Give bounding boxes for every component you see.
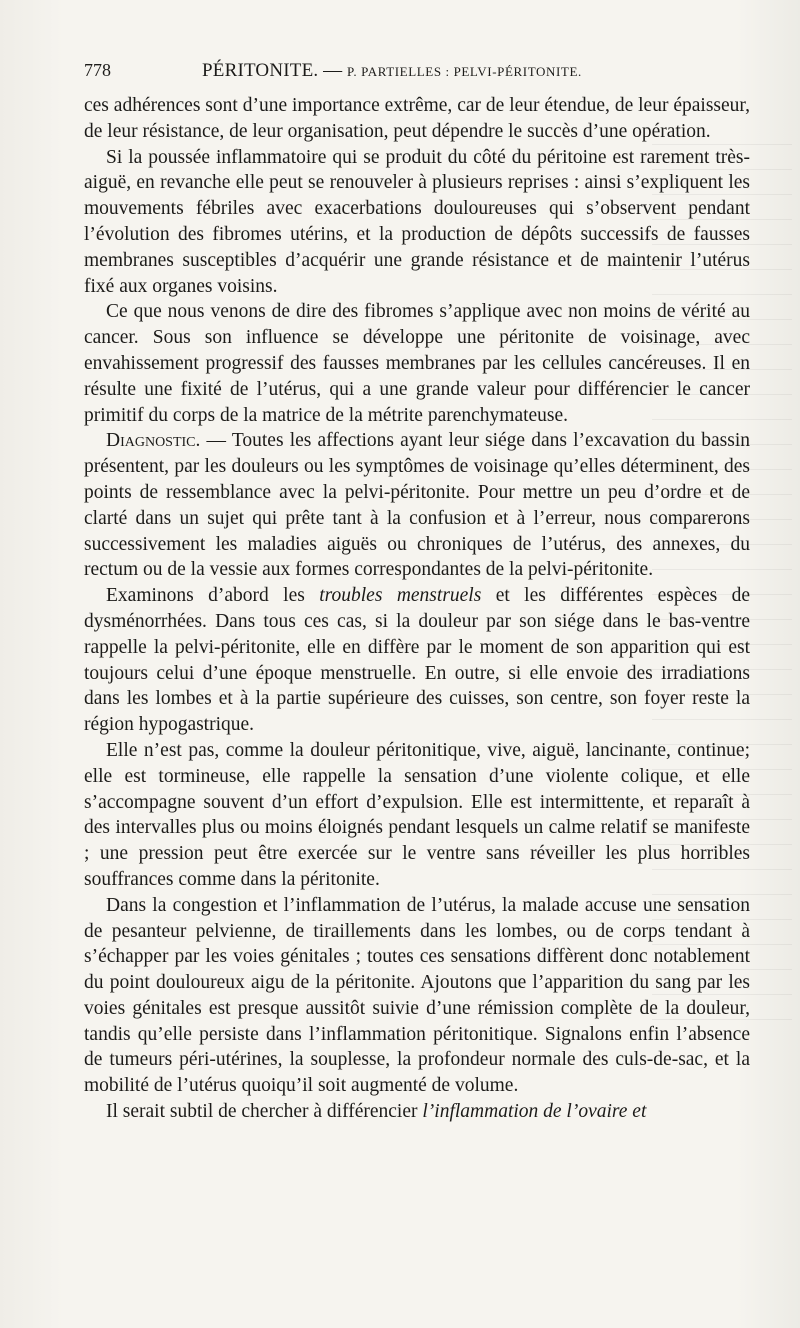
italic-term: l’inflammation de l’ovaire et bbox=[422, 1101, 647, 1123]
header-title: PÉRITONITE. bbox=[202, 60, 319, 81]
paragraph bbox=[84, 93, 750, 145]
running-title bbox=[202, 60, 582, 82]
header-dash: — bbox=[323, 60, 343, 81]
paragraph-text: Il serait subtil de chercher à différencier bbox=[106, 1101, 423, 1123]
paragraph-text: Si la poussée inflammatoire qui se produit du côté du péritoine est rarement très-aiguë, en revanche elle peut se renouveler à plusieurs reprises : ainsi s’expliquent les mouvements fébriles avec exacerbations douloureuses qui s’observent pendant l’évolution des fibromes utérins, et la production de dépôts successifs de fausses membranes susceptibles d’acquérir une grande résistance et de maintenir l’utérus fixé aux organes voisins. bbox=[84, 146, 750, 297]
paragraph-text: et les différentes espèces de dysménorrhées. Dans tous ces cas, si la douleur par son siége dans le bas-ventre rappelle la pelvi-péritonite, elle en diffère par le moment de son apparition qui est toujours celui d’une époque menstruelle. En outre, si elle envoie des irradiations dans les lombes et à la partie supérieure des cuisses, son centre, son foyer reste la région hypogastrique. bbox=[84, 585, 750, 736]
paragraph-text: Dans la congestion et l’inflammation de l’utérus, la malade accuse une sensation de pesanteur pelvienne, de tiraillements dans les lombes, ou de corps tendant à s’échapper par les voies génitales ; toutes ces sensations diffèrent donc notablement du point douloureux aigu de la péritonite. Ajoutons que l’apparition du sang par les voies génitales est presque aussitôt suivie d’une rémission complète de la douleur, tandis qu’elle persiste dans l’inflammation péritonitique. Signalons enfin l’absence de tumeurs péri-utérines, la souplesse, la profondeur normale des culs-de-sac, et la mobilité de l’utérus quoiqu’il soit augmenté de volume. bbox=[84, 894, 750, 1097]
italic-term: troubles menstruels bbox=[319, 585, 482, 607]
body-text bbox=[84, 93, 750, 1125]
paragraph bbox=[84, 738, 750, 893]
paragraph-text: — Toutes les affections ayant leur siége dans l’excavation du bassin présentent, par les douleurs ou les symptômes de voisinage qu’elles déterminent, des points de ressemblance avec la pelvi-péritonite. Pour mettre un peu d’ordre et de clarté dans un sujet qui prête tant à la confusion et à l’erreur, nous comparerons successivement les maladies aiguës ou chroniques de l’utérus, des annexes, du rectum ou de la vessie aux formes correspondantes de la pelvi-péritonite. bbox=[84, 430, 750, 581]
page-number: 778 bbox=[84, 60, 111, 80]
header-subtitle: P. PARTIELLES : PELVI-PÉRITONITE. bbox=[346, 64, 582, 79]
paragraph-diagnostic bbox=[84, 428, 750, 583]
paragraph bbox=[84, 893, 750, 1099]
paragraph-text: ces adhérences sont d’une importance extrême, car de leur étendue, de leur épaisseur, de leur résistance, de leur organisation, peut dépendre le succès d’une opération. bbox=[84, 95, 750, 142]
paragraph bbox=[84, 299, 750, 428]
paragraph bbox=[84, 583, 750, 738]
paragraph bbox=[84, 145, 750, 300]
paragraph bbox=[84, 1099, 750, 1125]
paragraph-text: Ce que nous venons de dire des fibromes s’applique avec non moins de vérité au cancer. Sous son influence se développe une péritonite de voisinage, avec envahissement progressif des fausses membranes par les cellules cancéreuses. Il en résulte une fixité de l’utérus, qui a une grande valeur pour différencier le cancer primitif du corps de la matrice de la métrite parenchymateuse. bbox=[84, 301, 750, 426]
paragraph-text: Elle n’est pas, comme la douleur péritonitique, vive, aiguë, lancinante, continue; elle est tormineuse, elle rappelle la sensation d’une violente colique, et elle s’accompagne souvent d’un effort d’expulsion. Elle est intermittente, et reparaît à des intervalles plus ou moins éloignés pendant lesquels un calme relatif se manifeste ; une pression peut être exercée sur le ventre sans réveiller les plus horribles souffrances comme dans la péritonite. bbox=[84, 739, 750, 890]
running-header bbox=[84, 60, 750, 86]
section-heading: Diagnostic. bbox=[106, 430, 201, 452]
paragraph-text: Examinons d’abord les bbox=[106, 585, 320, 607]
